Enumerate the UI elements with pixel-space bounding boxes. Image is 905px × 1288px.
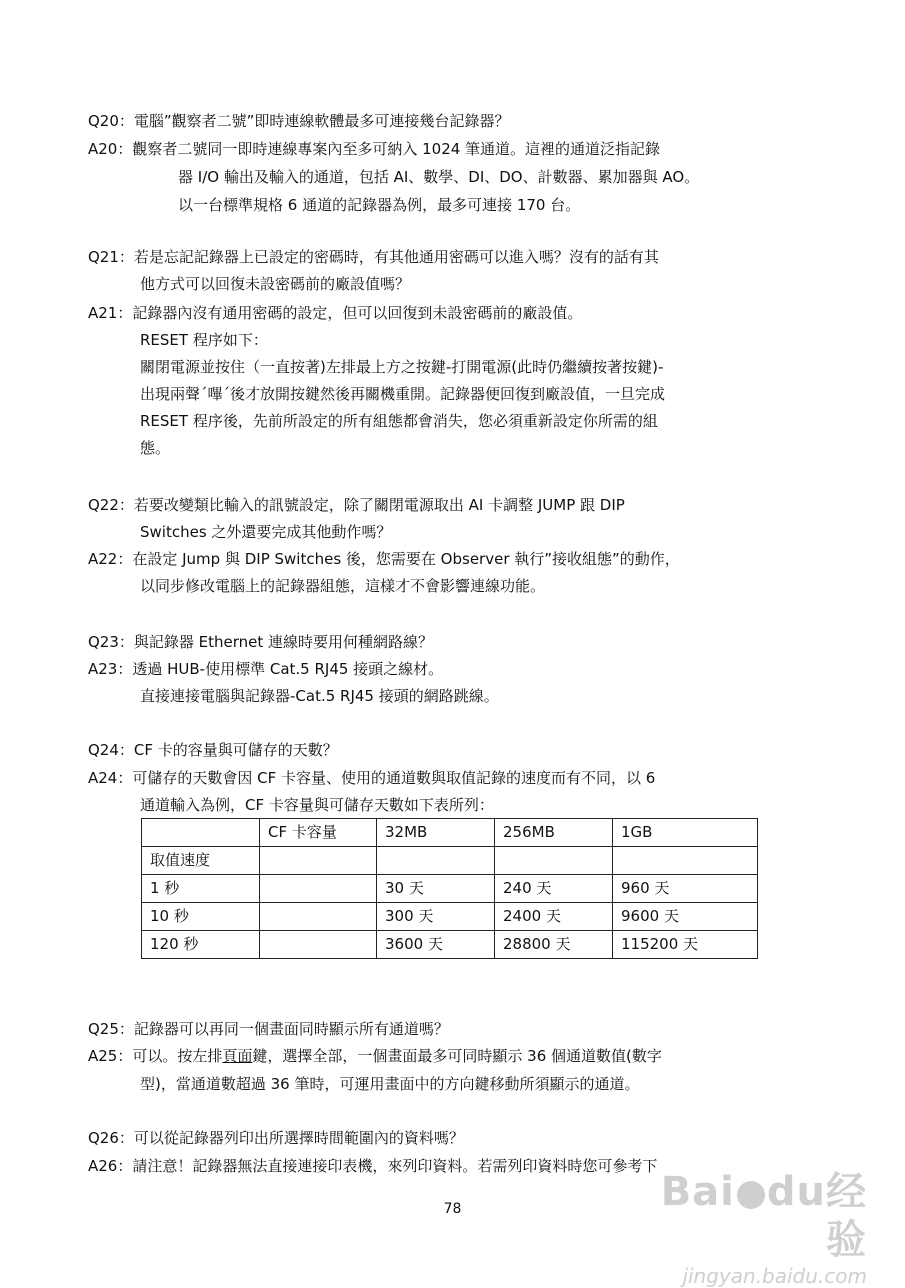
table-cell: 240 天 [495,875,613,903]
page-number: 78 [443,1201,462,1217]
q22-question-line-2: Switches 之外還要完成其他動作嗎？ [140,523,392,541]
q20-answer-line-3: 以一台標準規格 6 通道的記錄器為例，最多可連接 170 台。 [178,196,581,214]
q21-question-line-2: 他方式可以回復未設密碼前的廠設值嗎？ [140,275,411,293]
table-cell: CF 卡容量 [260,819,377,847]
q25-answer-prefix: A25：可以。按左排 [88,1047,223,1065]
watermark-logo-cn: 经验 [826,1169,867,1263]
q21-answer-line-2: RESET 程序如下： [140,331,268,349]
table-cell [142,819,260,847]
watermark-url: jingyan.baidu.com [682,1264,867,1288]
table-cell [260,931,377,959]
q21-answer-line-6: 態。 [140,439,171,457]
q24-question: Q24：CF 卡的容量與可儲存的天數？ [88,741,338,759]
table-cell [377,847,495,875]
q25-answer-suffix: 鍵，選擇全部，一個畫面最多可同時顯示 36 個通道數值(數字 [252,1047,662,1065]
table-cell: 2400 天 [495,903,613,931]
table-cell: 300 天 [377,903,495,931]
table-cell: 115200 天 [613,931,758,959]
table-cell: 28800 天 [495,931,613,959]
q25-answer-line-2: 型)，當通道數超過 36 筆時，可運用畫面中的方向鍵移動所須顯示的通道。 [140,1075,640,1093]
q23-answer-line-2: 直接連接電腦與記錄器-Cat.5 RJ45 接頭的網路跳線。 [140,687,499,705]
q25-answer-line-1 [88,1045,662,1067]
table-cell: 3600 天 [377,931,495,959]
q25-question: Q25：記錄器可以再同一個畫面同時顯示所有通道嗎？ [88,1020,449,1038]
table-cell [260,875,377,903]
q26-question: Q26：可以從記錄器列印出所選擇時間範圍內的資料嗎？ [88,1129,464,1147]
table-cell: 9600 天 [613,903,758,931]
table-cell [260,903,377,931]
table-cell: 30 天 [377,875,495,903]
table-header-row [142,819,758,847]
paw-icon [737,1181,765,1209]
table-row [142,875,758,903]
baidu-watermark [637,1168,867,1288]
table-cell: 120 秒 [142,931,260,959]
q21-answer-line-5: RESET 程序後，先前所設定的所有組態都會消失，您必須重新設定你所需的組 [140,412,658,430]
watermark-logo-right: du [766,1169,826,1215]
q21-answer-line-3: 關閉電源並按住（一直按著)左排最上方之按鍵-打開電源(此時仍繼續按著按鍵)- [140,358,664,376]
table-row [142,903,758,931]
table-cell: 256MB [495,819,613,847]
table-cell [260,847,377,875]
q24-answer-line-1: A24：可儲存的天數會因 CF 卡容量、使用的通道數與取值記錄的速度而有不同，以 6 [88,769,656,787]
cf-capacity-table [141,818,758,959]
q23-answer-line-1: A23：透過 HUB-使用標準 Cat.5 RJ45 接頭之線材。 [88,660,444,678]
q20-answer-line-1: A20：觀察者二號同一即時連線專案內至多可納入 1024 筆通道。這裡的通道泛指記錄 [88,140,661,158]
q24-answer-line-2: 通道輸入為例，CF 卡容量與可儲存天數如下表所列： [140,796,494,814]
q21-answer-line-4: 出現兩聲´嗶´後才放開按鍵然後再關機重開。記錄器便回復到廠設值，一旦完成 [140,385,666,403]
table-cell: 1GB [613,819,758,847]
q21-answer-line-1: A21：記錄器內沒有通用密碼的設定，但可以回復到未設密碼前的廠設值。 [88,304,583,322]
q23-question: Q23：與記錄器 Ethernet 連線時要用何種網路線？ [88,633,434,651]
table-cell: 32MB [377,819,495,847]
q20-question: Q20：電腦”觀察者二號”即時連線軟體最多可連接幾台記錄器？ [88,112,510,130]
watermark-logo-left: Bai [660,1169,735,1215]
table-row [142,847,758,875]
table-cell: 1 秒 [142,875,260,903]
q21-question-line-1: Q21：若是忘記記錄器上已設定的密碼時，有其他通用密碼可以進入嗎？沒有的話有其 [88,248,659,266]
page-key-label: 頁面 [222,1047,253,1065]
table-cell [495,847,613,875]
table-cell: 10 秒 [142,903,260,931]
table-cell: 960 天 [613,875,758,903]
q22-answer-line-1: A22：在設定 Jump 與 DIP Switches 後，您需要在 Observer 執行”接收組態”的動作， [88,550,680,568]
q26-answer-line-1: A26：請注意！記錄器無法直接連接印表機，來列印資料。若需列印資料時您可參考下 [88,1157,658,1175]
table-row [142,931,758,959]
q22-answer-line-2: 以同步修改電腦上的記錄器組態，這樣才不會影響連線功能。 [140,577,546,595]
table-cell: 取值速度 [142,847,260,875]
table-cell [613,847,758,875]
q20-answer-line-2: 器 I/O 輸出及輸入的通道，包括 AI、數學、DI、DO、計數器、累加器與 AO。 [178,168,700,186]
q22-question-line-1: Q22：若要改變類比輸入的訊號設定，除了關閉電源取出 AI 卡調整 JUMP 跟 DIP [88,496,625,514]
